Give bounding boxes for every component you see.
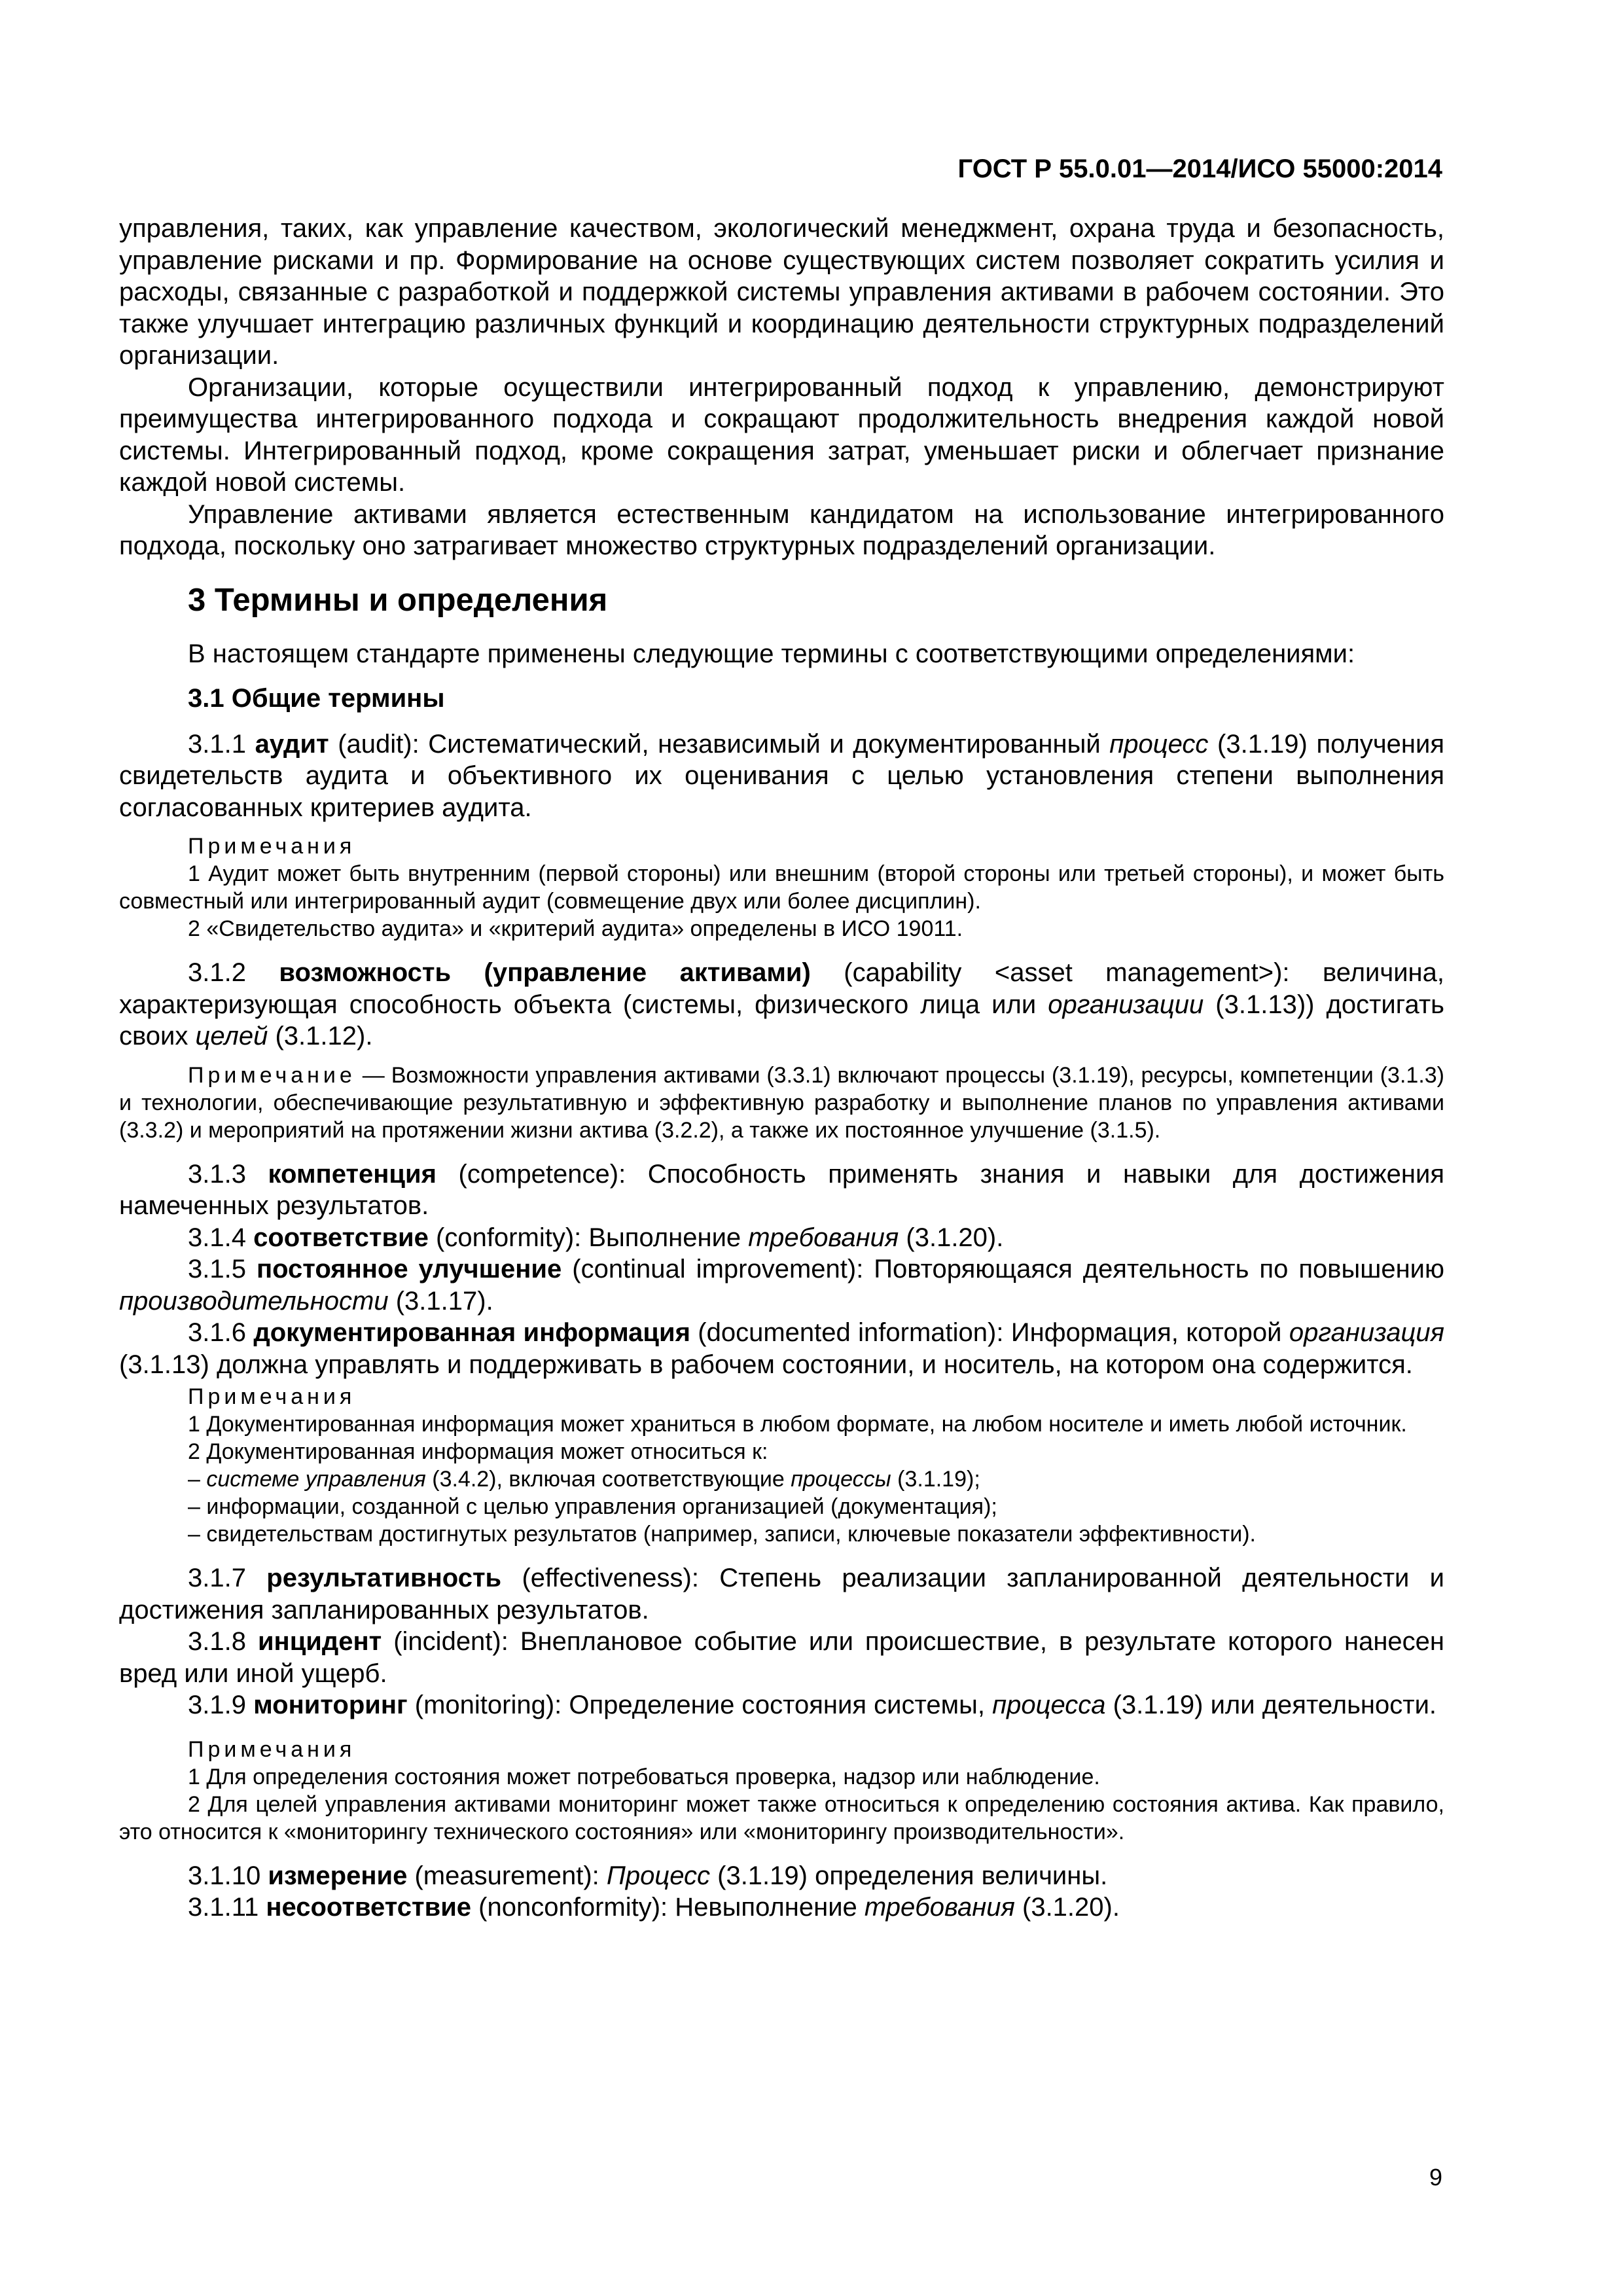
term-number: 3.1.3 [188,1159,268,1189]
term-name: несоответствие [266,1893,472,1922]
notes-title: Примечания [188,1736,356,1762]
term-text: (conformity): Выполнение [428,1223,749,1252]
term-text: (continual improvement): Повторяющаяся деятельность по повышению [562,1255,1445,1283]
term-number: 3.1.7 [188,1564,267,1592]
term-reference: производительности [119,1286,389,1316]
term-number: 3.1.5 [188,1255,257,1283]
term-number: 3.1.9 [188,1691,254,1719]
term-number: 3.1.11 [188,1893,266,1922]
term-3-1-7 [119,1562,1444,1626]
term-3-1-2 [119,957,1444,1144]
term-text: (effectiveness): Степень реализации запланированной деятельности и достижения запланированных результатов. [119,1564,1444,1624]
term-reference: процесса [992,1691,1106,1719]
term-definition [119,728,1444,824]
term-text: (3.1.19) получения свидетельств аудита и объективного их оценивания с целью установления степени выполнения согласованных критериев аудита. [119,729,1444,822]
term-name: компетенция [268,1159,437,1189]
section-intro: В настоящем стандарте применены следующие термины с соответствующими определениями: [188,639,1355,668]
term-name: возможность (управление активами) [279,958,811,987]
term-text: (3.1.13) должна управлять и поддерживать в рабочем состоянии, и носитель, на котором она содержится. [119,1350,1413,1379]
term-name: инцидент [257,1627,382,1656]
list-item: – свидетельствам достигнутых результатов (например, записи, ключевые показатели эффективности). [188,1522,1256,1547]
term-text: (incident): Внеплановое событие или происшествие, в результате которого нанесен вред или иной ущерб. [119,1627,1445,1688]
term-name: мониторинг [253,1691,408,1719]
term-definition [119,1689,1444,1721]
term-number: 3.1.8 [188,1627,258,1656]
term-text: (documented information): Информация, которой [690,1318,1289,1347]
term-text: (3.1.20). [899,1223,1004,1252]
term-name: измерение [268,1861,408,1890]
note-text: (3.4.2), включая соответствующие [425,1467,791,1492]
term-text: (3.1.19) определения величины. [710,1861,1108,1890]
term-text: (monitoring): Определение состояния системы, [407,1691,993,1719]
notes-title: Примечания [188,834,356,859]
paragraph: Управление активами является естественным кандидатом на использование интегрированного подхода, поскольку оно затрагивает множество структурных подразделений организации. [119,499,1444,560]
term-text: (competence): Способность применять знания и навыки для достижения намеченных результатов. [119,1159,1444,1220]
term-definition [119,1562,1444,1626]
term-text: (audit): Систематический, независимый и документированный [329,729,1110,759]
list-item [188,1465,1444,1493]
term-text: (3.1.20). [1014,1893,1120,1922]
term-3-1-5 [119,1253,1444,1317]
note-text: — Возможности управления активами (3.3.1) включают процессы (3.1.19), ресурсы, компетенции (3.1.3) и технологии, обеспечивающие результативную и эффективную разработку и выполнение планов по управления активами (3.3.2) и мероприятий на протяжении жизни актива (3.2.2), а также их постоянное улучшение (3.1.5). [119,1062,1444,1143]
term-name: аудит [255,729,329,759]
note-text: (3.1.19); [891,1467,980,1492]
term-text: (nonconformity): Невыполнение [471,1893,865,1922]
term-definition [119,1253,1444,1317]
term-reference: системе управления [206,1467,426,1492]
note: 2 Документированная информация может относиться к: [188,1439,768,1464]
term-3-1-9 [119,1689,1444,1846]
note [119,1062,1444,1144]
document-header: ГОСТ Р 55.0.01—2014/ИСО 55000:2014 [957,154,1442,183]
term-text: (3.1.12). [268,1022,373,1050]
term-definition [119,957,1444,1052]
term-definition [119,1222,1444,1254]
term-number: 3.1.4 [188,1223,254,1252]
term-name: соответствие [253,1223,429,1252]
paragraph: Организации, которые осуществили интегрированный подход к управлению, демонстрируют преимущества интегрированного подхода и сокращают продолжительность внедрения каждой новой системы. Интегрированный подход, кроме сокращения затрат, уменьшает риски и облегчает признание каждой новой системы. [119,372,1444,497]
term-name: документированная информация [253,1318,690,1347]
note: 2 «Свидетельство аудита» и «критерий аудита» определены в ИСО 19011. [188,916,963,941]
term-reference: требования [748,1223,899,1252]
term-definition [119,1317,1444,1380]
note: 1 Для определения состояния может потребоваться проверка, надзор или наблюдение. [188,1764,1100,1789]
term-definition [119,1892,1444,1924]
term-reference: Процесс [606,1861,711,1890]
term-reference: процесс [1109,729,1209,759]
page-content [119,213,1444,1924]
term-name: результативность [266,1564,502,1592]
term-reference: целей [195,1022,268,1050]
term-3-1-1 [119,728,1444,943]
term-text: (3.1.13)) достигать своих [119,990,1444,1050]
term-3-1-10 [119,1860,1444,1892]
term-number: 3.1.10 [188,1861,268,1890]
term-reference: организации [1048,990,1204,1019]
page-number: 9 [1429,2164,1442,2191]
note: 1 Аудит может быть внутренним (первой стороны) или внешним (второй стороны или третьей стороны), и может быть совместный или интегрированный аудит (совмещение двух или более дисциплин). [119,861,1444,914]
subsection-heading: 3.1 Общие термины [188,683,445,713]
note-label: Примечание [188,1062,356,1088]
term-number: 3.1.1 [188,729,255,759]
term-definition [119,1626,1444,1689]
note: 1 Документированная информация может храниться в любом формате, на любом носителе и иметь любой источник. [188,1412,1407,1437]
term-3-1-4 [119,1222,1444,1254]
term-text: (3.1.19) или деятельности. [1105,1691,1437,1719]
term-text: (capability <asset management>): величина, характеризующая способность объекта (системы, физического лица или [119,958,1445,1019]
section-heading: 3 Термины и определения [188,582,608,618]
notes-title: Примечания [188,1384,356,1409]
term-3-1-6 [119,1317,1444,1548]
term-3-1-11 [119,1892,1444,1924]
term-reference: организация [1289,1318,1445,1347]
term-definition [119,1158,1444,1222]
term-text: (measurement): [407,1861,607,1890]
term-3-1-3 [119,1158,1444,1222]
term-number: 3.1.6 [188,1318,254,1347]
term-name: постоянное улучшение [256,1255,562,1283]
term-text: (3.1.17). [388,1286,493,1316]
term-number: 3.1.2 [188,958,279,987]
paragraph: управления, таких, как управление качеством, экологический менеджмент, охрана труда и безопасность, управление рисками и пр. Формирование на основе существующих систем позволяет сократить усилия и расходы, связанные с разработкой и поддержкой системы управления активами в рабочем состоянии. Это также улучшает интеграцию различных функций и координацию деятельности структурных подразделений организации. [119,214,1444,370]
list-item: – информации, созданной с целью управления организацией (документация); [188,1494,997,1519]
term-3-1-8 [119,1626,1444,1689]
note: 2 Для целей управления активами мониторинг может также относиться к определению состояния актива. Как правило, это относится к «мониторингу технического состояния» или «мониторингу производительности». [119,1791,1444,1844]
term-reference: процессы [791,1467,891,1492]
term-definition [119,1860,1444,1892]
dash: – [188,1467,207,1492]
term-reference: требования [864,1893,1015,1922]
